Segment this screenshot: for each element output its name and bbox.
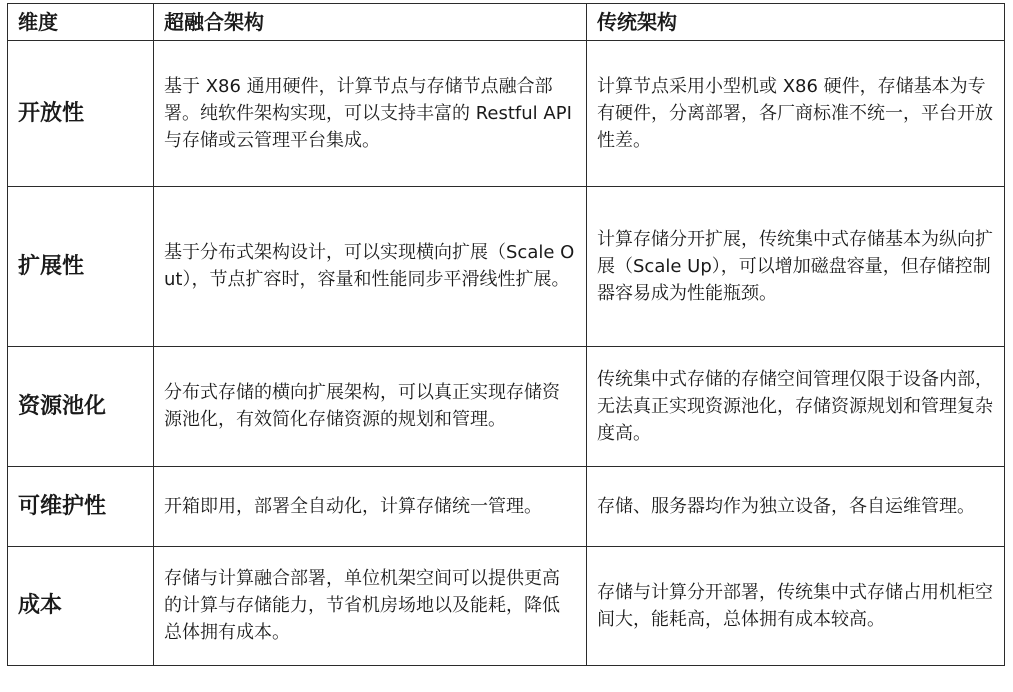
header-row [8, 4, 1005, 41]
row-traditional: 计算存储分开扩展，传统集中式存储基本为纵向扩展（Scale Up），可以增加磁盘容量，但存储控制器容易成为性能瓶颈。 [587, 187, 1005, 347]
row-traditional: 计算节点采用小型机或 X86 硬件，存储基本为专有硬件，分离部署，各厂商标准不统一，平台开放性差。 [587, 41, 1005, 187]
table-row [8, 41, 1005, 187]
row-hci: 存储与计算融合部署，单位机架空间可以提供更高的计算与存储能力，节省机房场地以及能耗，降低总体拥有成本。 [154, 547, 587, 666]
row-dimension: 资源池化 [8, 347, 154, 467]
table-row [8, 187, 1005, 347]
row-dimension: 开放性 [8, 41, 154, 187]
header-hci: 超融合架构 [154, 4, 587, 41]
row-traditional: 存储与计算分开部署，传统集中式存储占用机柜空间大，能耗高，总体拥有成本较高。 [587, 547, 1005, 666]
table-row [8, 547, 1005, 666]
row-hci: 分布式存储的横向扩展架构，可以真正实现存储资源池化，有效简化存储资源的规划和管理。 [154, 347, 587, 467]
table-row [8, 467, 1005, 547]
table-row [8, 347, 1005, 467]
row-dimension: 可维护性 [8, 467, 154, 547]
row-dimension: 扩展性 [8, 187, 154, 347]
row-traditional: 存储、服务器均作为独立设备，各自运维管理。 [587, 467, 1005, 547]
row-dimension: 成本 [8, 547, 154, 666]
row-traditional: 传统集中式存储的存储空间管理仅限于设备内部，无法真正实现资源池化，存储资源规划和管理复杂度高。 [587, 347, 1005, 467]
row-hci: 基于 X86 通用硬件，计算节点与存储节点融合部署。纯软件架构实现，可以支持丰富的 Restful API 与存储或云管理平台集成。 [154, 41, 587, 187]
comparison-table-wrapper [7, 3, 1005, 666]
row-hci: 基于分布式架构设计，可以实现横向扩展（Scale Out），节点扩容时，容量和性能同步平滑线性扩展。 [154, 187, 587, 347]
header-traditional: 传统架构 [587, 4, 1005, 41]
row-hci: 开箱即用，部署全自动化，计算存储统一管理。 [154, 467, 587, 547]
header-dimension: 维度 [8, 4, 154, 41]
comparison-table [7, 3, 1005, 666]
